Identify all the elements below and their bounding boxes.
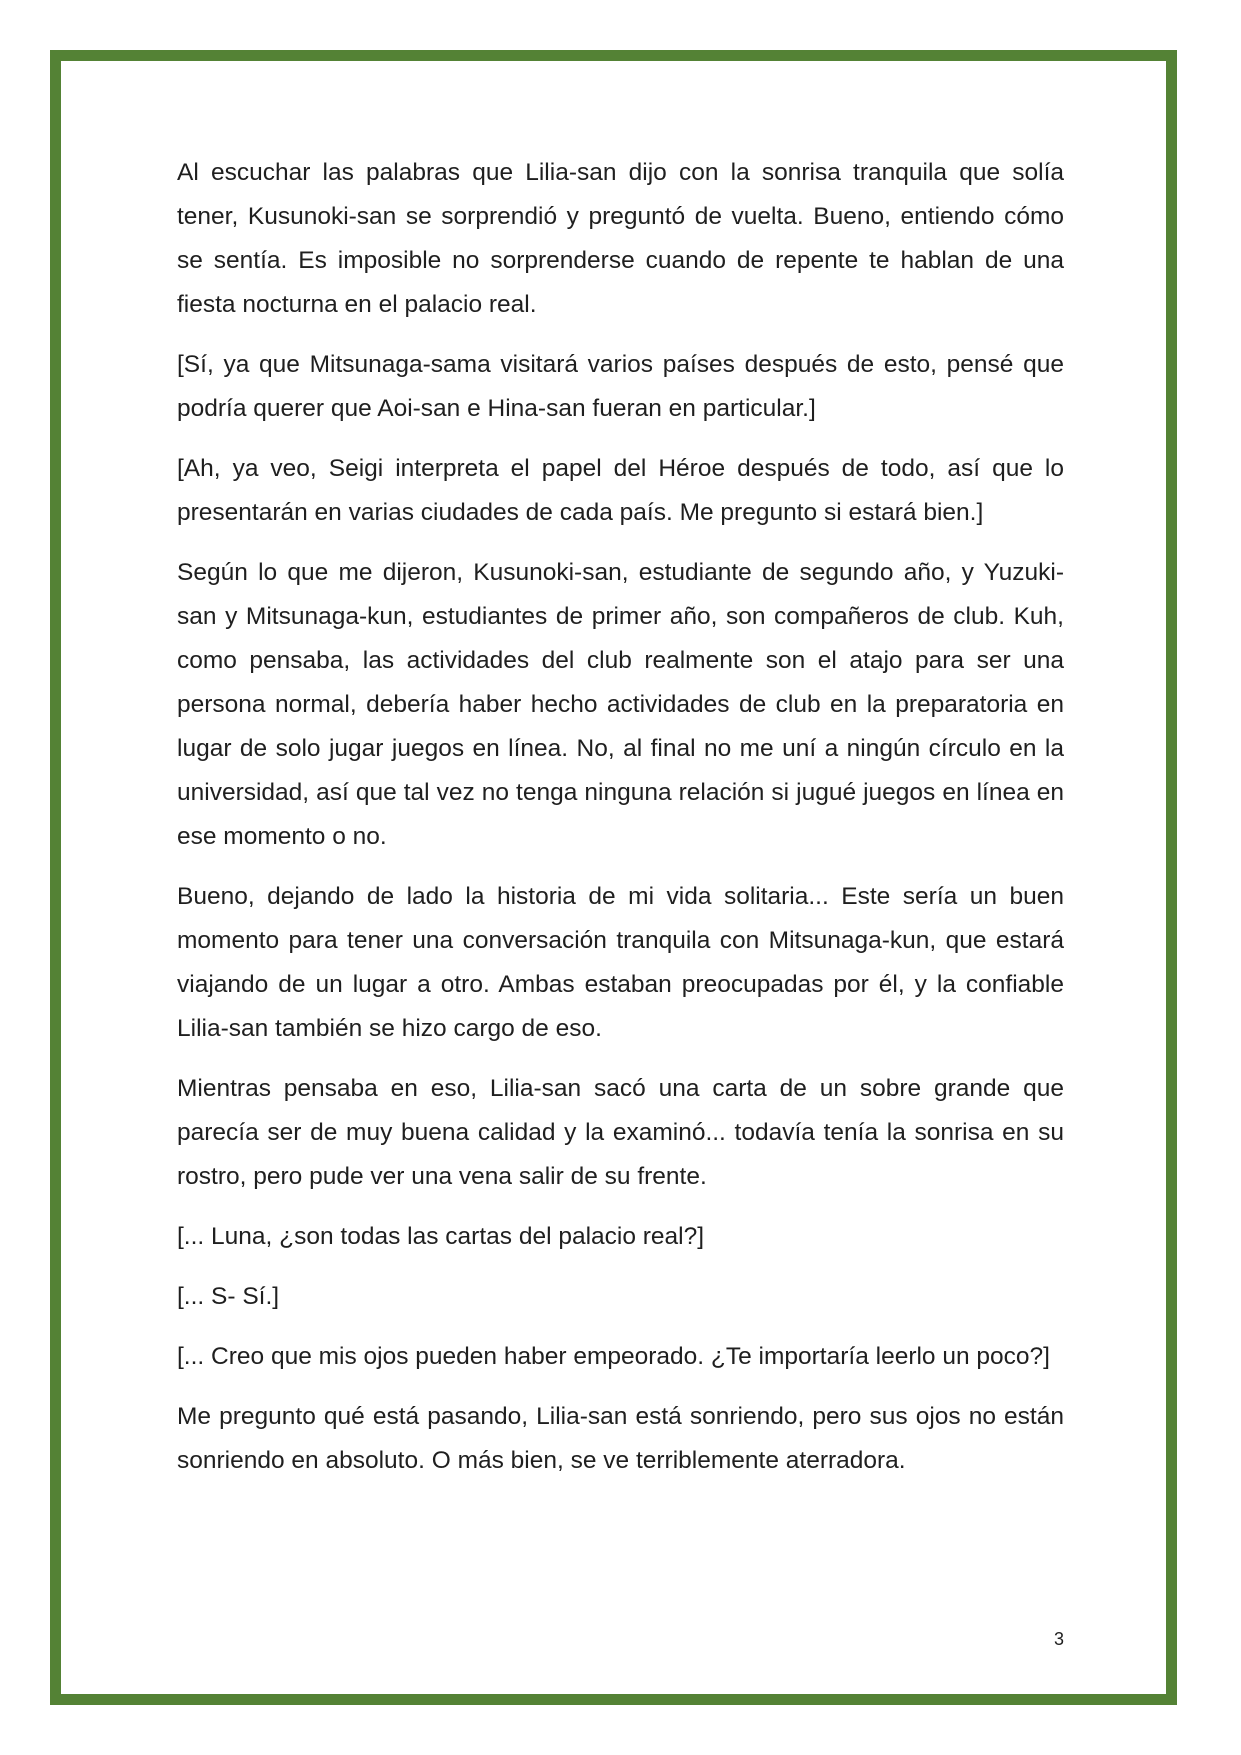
paragraph-5: Bueno, dejando de lado la historia de mi vida solitaria... Este sería un buen momento para tener una conversación tranquila con Mitsunaga-kun, que estará viajando de un lugar a otro. Ambas estaban preocupadas por él, y la confiable Lilia-san también se hizo cargo de eso. (177, 883, 1064, 1042)
paragraph-6: Mientras pensaba en eso, Lilia-san sacó una carta de un sobre grande que parecía ser de muy buena calidad y la examinó... todavía tenía la sonrisa en su rostro, pero pude ver una vena salir de su frente. (177, 1075, 1064, 1190)
paragraph-8: [... S- Sí.] (177, 1283, 280, 1310)
document-body (177, 151, 1064, 1499)
paragraph-2: [Sí, ya que Mitsunaga-sama visitará varios países después de esto, pensé que podría querer que Aoi-san e Hina-san fueran en particular.] (177, 351, 1064, 422)
paragraph-10: Me pregunto qué está pasando, Lilia-san está sonriendo, pero sus ojos no están sonriendo en absoluto. O más bien, se ve terriblemente aterradora. (177, 1403, 1064, 1474)
paragraph-3: [Ah, ya veo, Seigi interpreta el papel del Héroe después de todo, así que lo presentarán en varias ciudades de cada país. Me pregunto si estará bien.] (177, 455, 1064, 526)
paragraph-7: [... Luna, ¿son todas las cartas del palacio real?] (177, 1223, 705, 1250)
paragraph-9: [... Creo que mis ojos pueden haber empeorado. ¿Te importaría leerlo un poco?] (177, 1343, 1050, 1370)
paragraph-4: Según lo que me dijeron, Kusunoki-san, estudiante de segundo año, y Yuzuki-san y Mitsunaga-kun, estudiantes de primer año, son compañeros de club. Kuh, como pensaba, las actividades del club realmente son el atajo para ser una persona normal, debería haber hecho actividades de club en la preparatoria en lugar de solo jugar juegos en línea. No, al final no me uní a ningún círculo en la universidad, así que tal vez no tenga ninguna relación si jugué juegos en línea en ese momento o no. (177, 559, 1064, 850)
page-number: 3 (1053, 1629, 1064, 1649)
paragraph-1: Al escuchar las palabras que Lilia-san dijo con la sonrisa tranquila que solía tener, Kusunoki-san se sorprendió y preguntó de vuelta. Bueno, entiendo cómo se sentía. Es imposible no sorprenderse cuando de repente te hablan de una fiesta nocturna en el palacio real. (177, 159, 1064, 318)
